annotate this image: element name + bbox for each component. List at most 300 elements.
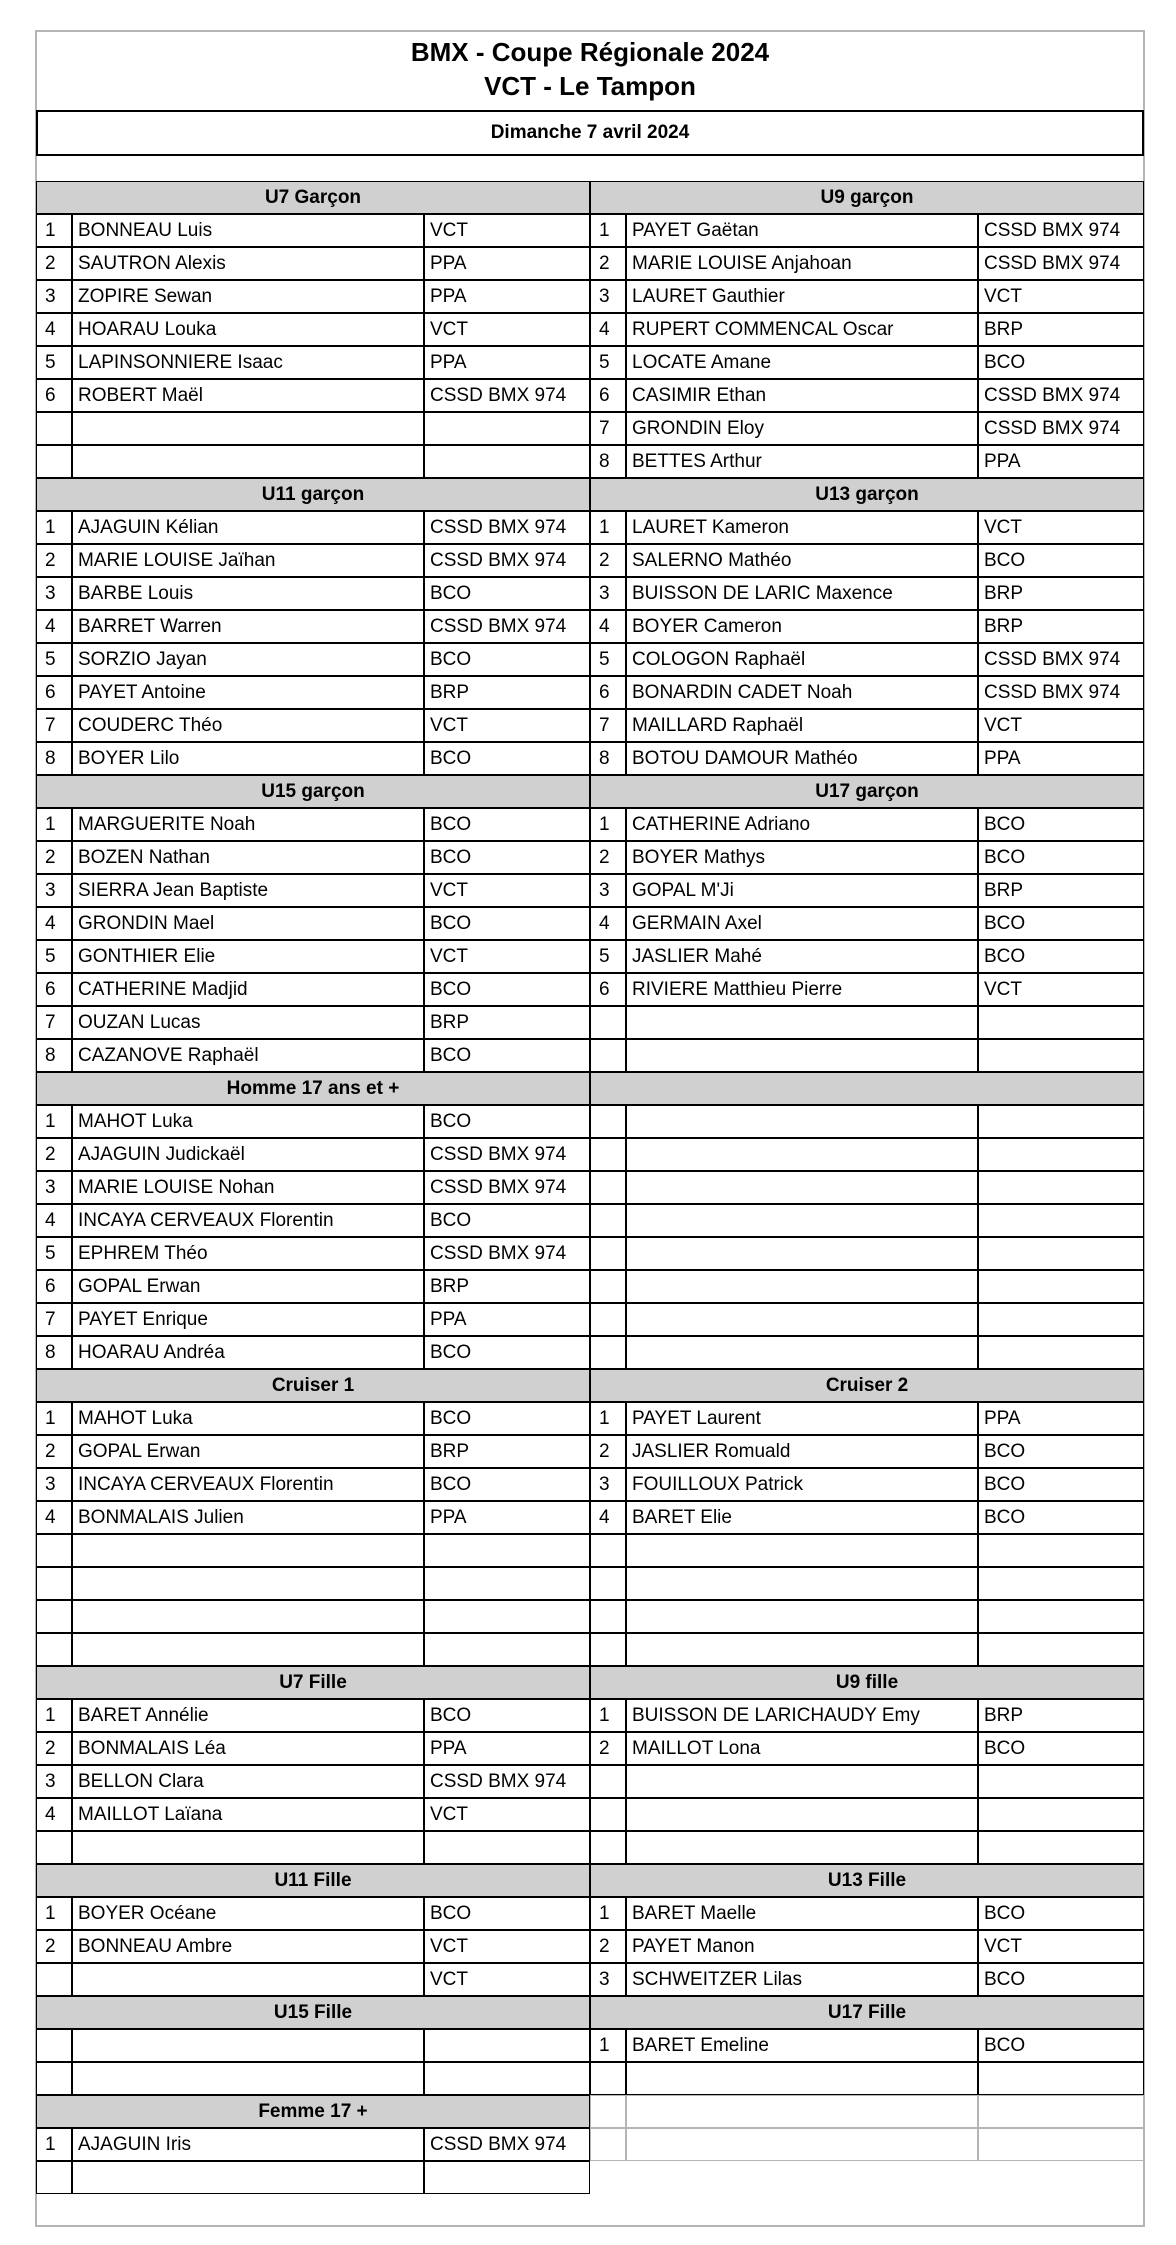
rank-cell: 3 xyxy=(36,1765,72,1798)
rider-name-cell xyxy=(626,1600,978,1633)
club-cell xyxy=(424,1831,590,1864)
club-cell xyxy=(978,1765,1144,1798)
rank-cell: 2 xyxy=(36,841,72,874)
table-row xyxy=(36,1798,590,1831)
rider-name-cell: MAHOT Luka xyxy=(72,1402,424,1435)
title-line-1: BMX - Coupe Régionale 2024 xyxy=(410,37,770,67)
table-row xyxy=(590,247,1144,280)
rider-name-cell xyxy=(626,1534,978,1567)
club-cell xyxy=(978,1567,1144,1600)
club-cell xyxy=(424,1600,590,1633)
table-row xyxy=(590,1303,1144,1336)
table-row xyxy=(36,1237,590,1270)
rider-name-cell xyxy=(626,1237,978,1270)
club-cell: VCT xyxy=(424,214,590,247)
table-row xyxy=(36,2128,590,2161)
club-cell xyxy=(978,1534,1144,1567)
rank-cell xyxy=(36,2062,72,2095)
table-row xyxy=(36,1897,590,1930)
rider-name-cell: CASIMIR Ethan xyxy=(626,379,978,412)
rider-name-cell: PAYET Antoine xyxy=(72,676,424,709)
table-row xyxy=(36,1138,590,1171)
page-title xyxy=(35,30,1145,108)
table-row xyxy=(590,1435,1144,1468)
club-cell xyxy=(978,1171,1144,1204)
rank-cell: 5 xyxy=(36,1237,72,1270)
rider-name-cell: MAILLOT Lona xyxy=(626,1732,978,1765)
club-cell: VCT xyxy=(978,280,1144,313)
rider-name-cell: BOYER Océane xyxy=(72,1897,424,1930)
rank-cell xyxy=(590,1039,626,1072)
club-cell xyxy=(424,1633,590,1666)
table-row xyxy=(590,643,1144,676)
club-cell xyxy=(978,1336,1144,1369)
rank-cell: 4 xyxy=(590,610,626,643)
rider-name-cell: MARIE LOUISE Nohan xyxy=(72,1171,424,1204)
category-header-u17-garcon: U17 garçon xyxy=(590,775,1144,808)
table-row xyxy=(36,1765,590,1798)
table-row xyxy=(590,412,1144,445)
table-row xyxy=(590,1204,1144,1237)
table-row xyxy=(36,1006,590,1039)
rank-cell xyxy=(590,1534,626,1567)
club-cell: VCT xyxy=(978,973,1144,1006)
table-row xyxy=(590,214,1144,247)
rider-name-cell: CATHERINE Adriano xyxy=(626,808,978,841)
rank-cell: 5 xyxy=(36,346,72,379)
table-row xyxy=(36,1567,590,1600)
club-cell: BRP xyxy=(424,1006,590,1039)
table-row xyxy=(36,1105,590,1138)
rider-name-cell: PAYET Gaëtan xyxy=(626,214,978,247)
rank-cell: 3 xyxy=(590,577,626,610)
table-row xyxy=(590,1039,1144,1072)
club-cell: BCO xyxy=(978,1897,1144,1930)
empty-row xyxy=(590,2128,1144,2161)
rank-cell: 2 xyxy=(36,247,72,280)
club-cell: VCT xyxy=(424,313,590,346)
category-header-cruiser-2: Cruiser 2 xyxy=(590,1369,1144,1402)
rider-name-cell xyxy=(626,1006,978,1039)
rider-name-cell: BOYER Mathys xyxy=(626,841,978,874)
rider-name-cell: BONNEAU Ambre xyxy=(72,1930,424,1963)
category-header-u13-fille: U13 Fille xyxy=(590,1864,1144,1897)
table-row xyxy=(590,544,1144,577)
category-header-u13-garcon: U13 garçon xyxy=(590,478,1144,511)
table-row xyxy=(36,313,590,346)
rider-name-cell xyxy=(72,1831,424,1864)
rank-cell: 4 xyxy=(36,610,72,643)
rider-name-cell: SAUTRON Alexis xyxy=(72,247,424,280)
rank-cell xyxy=(590,1567,626,1600)
club-cell: BCO xyxy=(424,1105,590,1138)
rank-cell: 3 xyxy=(590,280,626,313)
rider-name-cell: COUDERC Théo xyxy=(72,709,424,742)
club-cell: BCO xyxy=(978,2029,1144,2062)
table-row xyxy=(36,2161,590,2194)
club-cell xyxy=(978,2062,1144,2095)
table-row xyxy=(590,1468,1144,1501)
rider-name-cell: MARGUERITE Noah xyxy=(72,808,424,841)
rider-name-cell xyxy=(72,445,424,478)
rank-cell: 1 xyxy=(36,1699,72,1732)
club-cell: BRP xyxy=(424,1435,590,1468)
rider-name-cell: BOYER Cameron xyxy=(626,610,978,643)
club-cell: BRP xyxy=(424,1270,590,1303)
table-row xyxy=(36,1831,590,1864)
rider-name-cell: BOZEN Nathan xyxy=(72,841,424,874)
club-cell xyxy=(424,1567,590,1600)
rank-cell: 6 xyxy=(36,676,72,709)
club-cell xyxy=(978,1237,1144,1270)
club-cell xyxy=(424,412,590,445)
club-cell: PPA xyxy=(424,346,590,379)
rank-cell: 1 xyxy=(36,1105,72,1138)
club-cell xyxy=(978,2095,1144,2128)
club-cell xyxy=(978,1006,1144,1039)
table-row xyxy=(590,1171,1144,1204)
rank-cell xyxy=(590,1798,626,1831)
rider-name-cell: CAZANOVE Raphaël xyxy=(72,1039,424,1072)
table-row xyxy=(36,214,590,247)
rank-cell: 3 xyxy=(36,1468,72,1501)
rider-name-cell: LOCATE Amane xyxy=(626,346,978,379)
table-row xyxy=(36,907,590,940)
table-row xyxy=(36,379,590,412)
rank-cell: 6 xyxy=(36,379,72,412)
rider-name-cell xyxy=(626,1798,978,1831)
category-header-u9-garcon: U9 garçon xyxy=(590,181,1144,214)
table-row xyxy=(36,742,590,775)
rider-name-cell: BARET Emeline xyxy=(626,2029,978,2062)
rider-name-cell: SCHWEITZER Lilas xyxy=(626,1963,978,1996)
table-row xyxy=(590,1336,1144,1369)
rank-cell xyxy=(590,1006,626,1039)
club-cell: CSSD BMX 974 xyxy=(424,544,590,577)
rank-cell: 8 xyxy=(590,742,626,775)
rider-name-cell: GONTHIER Elie xyxy=(72,940,424,973)
rider-name-cell xyxy=(72,412,424,445)
table-row xyxy=(590,973,1144,1006)
table-row xyxy=(590,1501,1144,1534)
rider-name-cell xyxy=(72,2062,424,2095)
table-row xyxy=(590,313,1144,346)
title-line-2: VCT - Le Tampon xyxy=(484,71,696,101)
table-row xyxy=(590,742,1144,775)
table-row xyxy=(36,973,590,1006)
rank-cell: 5 xyxy=(590,346,626,379)
table-row xyxy=(590,1270,1144,1303)
rank-cell xyxy=(590,1105,626,1138)
rank-cell: 1 xyxy=(36,1897,72,1930)
rank-cell: 6 xyxy=(36,973,72,1006)
rider-name-cell: AJAGUIN Kélian xyxy=(72,511,424,544)
rider-name-cell: FOUILLOUX Patrick xyxy=(626,1468,978,1501)
rider-name-cell: GOPAL M'Ji xyxy=(626,874,978,907)
rider-name-cell xyxy=(72,2029,424,2062)
category-header-u7-fille: U7 Fille xyxy=(36,1666,590,1699)
table-row xyxy=(590,577,1144,610)
club-cell: CSSD BMX 974 xyxy=(978,676,1144,709)
category-header-femme-17: Femme 17 + xyxy=(36,2095,590,2128)
club-cell xyxy=(978,1204,1144,1237)
rider-name-cell xyxy=(72,1600,424,1633)
club-cell: CSSD BMX 974 xyxy=(424,1138,590,1171)
rank-cell: 2 xyxy=(590,841,626,874)
rank-cell xyxy=(590,2062,626,2095)
table-row xyxy=(36,1270,590,1303)
rider-name-cell: GOPAL Erwan xyxy=(72,1270,424,1303)
rider-name-cell: HOARAU Andréa xyxy=(72,1336,424,1369)
table-row xyxy=(590,445,1144,478)
rank-cell: 8 xyxy=(36,1039,72,1072)
club-cell: BCO xyxy=(424,742,590,775)
table-row xyxy=(36,1930,590,1963)
rank-cell: 2 xyxy=(590,1930,626,1963)
table-row xyxy=(36,1468,590,1501)
table-row xyxy=(590,511,1144,544)
rider-name-cell: EPHREM Théo xyxy=(72,1237,424,1270)
club-cell: VCT xyxy=(978,1930,1144,1963)
rider-name-cell: BOTOU DAMOUR Mathéo xyxy=(626,742,978,775)
club-cell xyxy=(424,1534,590,1567)
table-row xyxy=(36,1303,590,1336)
rank-cell: 3 xyxy=(36,1171,72,1204)
rider-name-cell: LAPINSONNIERE Isaac xyxy=(72,346,424,379)
rank-cell xyxy=(590,1600,626,1633)
rank-cell: 6 xyxy=(36,1270,72,1303)
rider-name-cell: BONNEAU Luis xyxy=(72,214,424,247)
table-row xyxy=(590,1963,1144,1996)
rank-cell: 4 xyxy=(36,1204,72,1237)
table-row xyxy=(36,346,590,379)
rank-cell: 5 xyxy=(36,940,72,973)
rank-cell: 3 xyxy=(590,1468,626,1501)
club-cell: BCO xyxy=(424,643,590,676)
club-cell: BCO xyxy=(424,1336,590,1369)
rider-name-cell xyxy=(626,1765,978,1798)
club-cell xyxy=(978,1831,1144,1864)
club-cell: BCO xyxy=(424,907,590,940)
club-cell: BCO xyxy=(978,1468,1144,1501)
club-cell: VCT xyxy=(424,1930,590,1963)
rank-cell: 3 xyxy=(590,1963,626,1996)
club-cell: VCT xyxy=(978,709,1144,742)
club-cell: VCT xyxy=(424,1798,590,1831)
rank-cell: 2 xyxy=(590,1732,626,1765)
club-cell: BCO xyxy=(424,1897,590,1930)
club-cell: CSSD BMX 974 xyxy=(978,379,1144,412)
club-cell: CSSD BMX 974 xyxy=(978,412,1144,445)
rank-cell xyxy=(36,1600,72,1633)
rider-name-cell: LAURET Kameron xyxy=(626,511,978,544)
club-cell: BCO xyxy=(424,808,590,841)
rank-cell: 8 xyxy=(36,1336,72,1369)
table-row xyxy=(590,1930,1144,1963)
rider-name-cell: INCAYA CERVEAUX Florentin xyxy=(72,1204,424,1237)
category-header-u17-fille: U17 Fille xyxy=(590,1996,1144,2029)
club-cell: CSSD BMX 974 xyxy=(424,1765,590,1798)
rider-name-cell: BUISSON DE LARIC Maxence xyxy=(626,577,978,610)
rank-cell xyxy=(590,1171,626,1204)
rider-name-cell: BARET Maelle xyxy=(626,1897,978,1930)
rank-cell xyxy=(590,2128,626,2161)
category-header-u15-fille: U15 Fille xyxy=(36,1996,590,2029)
club-cell: BCO xyxy=(424,1402,590,1435)
rider-name-cell xyxy=(626,1105,978,1138)
rider-name-cell xyxy=(626,1633,978,1666)
rider-name-cell xyxy=(626,1204,978,1237)
table-row xyxy=(36,1732,590,1765)
table-row xyxy=(36,544,590,577)
club-cell: PPA xyxy=(424,1501,590,1534)
table-row xyxy=(590,379,1144,412)
rank-cell: 4 xyxy=(36,313,72,346)
table-row xyxy=(36,2029,590,2062)
category-header-u7-garcon: U7 Garçon xyxy=(36,181,590,214)
rank-cell xyxy=(590,1831,626,1864)
rider-name-cell: BETTES Arthur xyxy=(626,445,978,478)
table-row xyxy=(36,1600,590,1633)
rider-name-cell: AJAGUIN Judickaël xyxy=(72,1138,424,1171)
club-cell: BCO xyxy=(978,1501,1144,1534)
table-row xyxy=(590,1105,1144,1138)
rider-name-cell xyxy=(626,1336,978,1369)
table-row xyxy=(36,247,590,280)
rider-name-cell: MAILLARD Raphaël xyxy=(626,709,978,742)
category-header-u9-fille: U9 fille xyxy=(590,1666,1144,1699)
rider-name-cell: BOYER Lilo xyxy=(72,742,424,775)
club-cell xyxy=(978,1039,1144,1072)
table-row xyxy=(590,1567,1144,1600)
table-row xyxy=(36,1336,590,1369)
rider-name-cell: JASLIER Romuald xyxy=(626,1435,978,1468)
club-cell: BCO xyxy=(978,907,1144,940)
club-cell xyxy=(978,1600,1144,1633)
table-row xyxy=(590,874,1144,907)
club-cell xyxy=(424,2029,590,2062)
club-cell: BRP xyxy=(424,676,590,709)
club-cell: BRP xyxy=(978,1699,1144,1732)
club-cell: BCO xyxy=(978,346,1144,379)
club-cell xyxy=(424,445,590,478)
table-row xyxy=(36,676,590,709)
rider-name-cell xyxy=(626,2062,978,2095)
table-row xyxy=(36,1402,590,1435)
rank-cell: 3 xyxy=(36,874,72,907)
table-row xyxy=(36,709,590,742)
club-cell: PPA xyxy=(978,445,1144,478)
club-cell: BRP xyxy=(978,313,1144,346)
club-cell: PPA xyxy=(424,1303,590,1336)
rank-cell: 3 xyxy=(36,577,72,610)
rank-cell xyxy=(590,1270,626,1303)
rank-cell: 5 xyxy=(590,643,626,676)
club-cell: PPA xyxy=(978,742,1144,775)
club-cell: VCT xyxy=(424,1963,590,1996)
table-row xyxy=(36,940,590,973)
rank-cell: 2 xyxy=(590,544,626,577)
table-row xyxy=(590,808,1144,841)
table-row xyxy=(36,874,590,907)
rank-cell: 1 xyxy=(36,1402,72,1435)
rank-cell: 8 xyxy=(36,742,72,775)
club-cell: BCO xyxy=(978,1435,1144,1468)
rider-name-cell xyxy=(626,1039,978,1072)
rider-name-cell: SIERRA Jean Baptiste xyxy=(72,874,424,907)
club-cell: BRP xyxy=(978,610,1144,643)
rank-cell: 5 xyxy=(590,940,626,973)
rank-cell: 2 xyxy=(36,1435,72,1468)
rider-name-cell: MAILLOT Laïana xyxy=(72,1798,424,1831)
table-row xyxy=(590,1600,1144,1633)
club-cell: BCO xyxy=(424,1699,590,1732)
club-cell: BCO xyxy=(978,1963,1144,1996)
rider-name-cell: INCAYA CERVEAUX Florentin xyxy=(72,1468,424,1501)
rank-cell: 4 xyxy=(36,907,72,940)
table-row xyxy=(36,511,590,544)
category-header-u11-garcon: U11 garçon xyxy=(36,478,590,511)
rider-name-cell: GRONDIN Mael xyxy=(72,907,424,940)
rider-name-cell: GRONDIN Eloy xyxy=(626,412,978,445)
table-row xyxy=(590,1138,1144,1171)
rank-cell: 1 xyxy=(590,1402,626,1435)
rider-name-cell xyxy=(626,1303,978,1336)
rank-cell xyxy=(36,412,72,445)
category-header-u11-fille: U11 Fille xyxy=(36,1864,590,1897)
rider-name-cell: RIVIERE Matthieu Pierre xyxy=(626,973,978,1006)
rank-cell: 4 xyxy=(590,313,626,346)
rider-name-cell: SALERNO Mathéo xyxy=(626,544,978,577)
table-row xyxy=(36,2062,590,2095)
rank-cell xyxy=(590,1633,626,1666)
club-cell: BCO xyxy=(978,940,1144,973)
rider-name-cell: PAYET Enrique xyxy=(72,1303,424,1336)
rank-cell: 3 xyxy=(36,280,72,313)
rider-name-cell: ZOPIRE Sewan xyxy=(72,280,424,313)
table-row xyxy=(36,1435,590,1468)
rank-cell: 1 xyxy=(590,808,626,841)
rank-cell: 1 xyxy=(590,1897,626,1930)
club-cell: BCO xyxy=(424,577,590,610)
event-date: Dimanche 7 avril 2024 xyxy=(36,110,1144,156)
table-row xyxy=(590,709,1144,742)
rider-name-cell xyxy=(72,1534,424,1567)
club-cell: CSSD BMX 974 xyxy=(978,214,1144,247)
category-header-blank xyxy=(590,1072,1144,1105)
rank-cell: 1 xyxy=(590,214,626,247)
rank-cell: 1 xyxy=(590,511,626,544)
rank-cell xyxy=(36,1831,72,1864)
table-row xyxy=(590,1765,1144,1798)
rank-cell: 2 xyxy=(36,1138,72,1171)
category-header-cruiser-1: Cruiser 1 xyxy=(36,1369,590,1402)
club-cell: VCT xyxy=(424,940,590,973)
table-row xyxy=(36,1534,590,1567)
club-cell: VCT xyxy=(424,874,590,907)
rank-cell xyxy=(590,1237,626,1270)
table-row xyxy=(36,1171,590,1204)
category-header-u15-garcon: U15 garçon xyxy=(36,775,590,808)
rank-cell xyxy=(36,1963,72,1996)
rider-name-cell: LAURET Gauthier xyxy=(626,280,978,313)
rider-name-cell: BARRET Warren xyxy=(72,610,424,643)
rider-name-cell: PAYET Laurent xyxy=(626,1402,978,1435)
rank-cell: 1 xyxy=(36,2128,72,2161)
club-cell: CSSD BMX 974 xyxy=(978,643,1144,676)
rider-name-cell: HOARAU Louka xyxy=(72,313,424,346)
rider-name-cell: BELLON Clara xyxy=(72,1765,424,1798)
